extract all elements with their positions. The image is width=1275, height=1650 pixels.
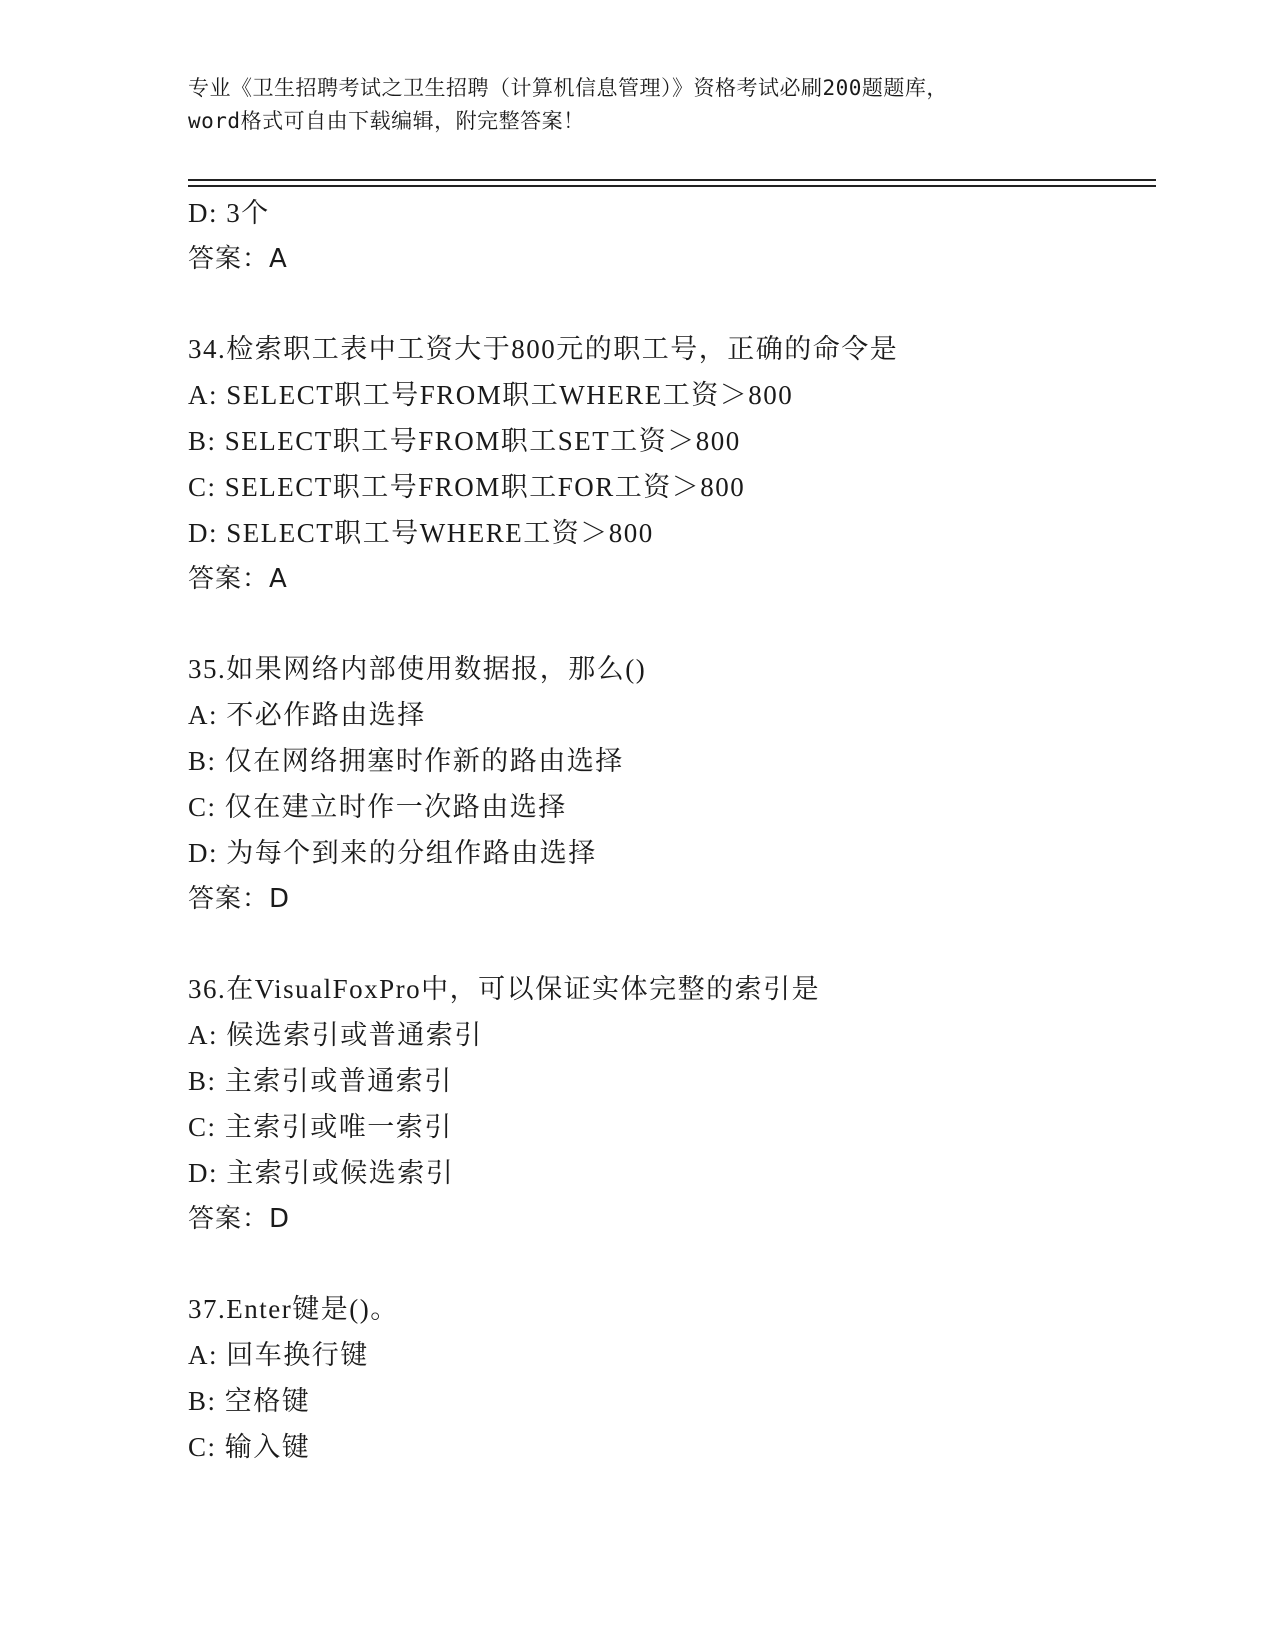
header-title-line-1: 专业《卫生招聘考试之卫生招聘（计算机信息管理）》资格考试必刷200题题库， bbox=[188, 76, 948, 100]
question-34 bbox=[188, 326, 1168, 602]
header-title-line-2: word格式可自由下载编辑，附完整答案！ bbox=[188, 109, 585, 133]
option-c: C: 主索引或唯一索引 bbox=[188, 1112, 453, 1142]
question-list bbox=[188, 190, 1168, 1470]
document-header bbox=[188, 72, 1088, 138]
question-stem: 36.在VisualFoxPro中，可以保证实体完整的索引是 bbox=[188, 974, 821, 1004]
question-33-tail bbox=[188, 190, 1168, 282]
option-b: B: 仅在网络拥塞时作新的路由选择 bbox=[188, 746, 624, 776]
question-stem: 35.如果网络内部使用数据报，那么() bbox=[188, 654, 647, 684]
question-stem: 37.Enter键是()。 bbox=[188, 1294, 399, 1324]
question-36 bbox=[188, 966, 1168, 1242]
option-b: B: SELECT职工号FROM职工SET工资＞800 bbox=[188, 426, 741, 456]
option-a: A: 不必作路由选择 bbox=[188, 700, 426, 730]
answer-line: 答案：A bbox=[188, 564, 288, 594]
option-d: D: 为每个到来的分组作路由选择 bbox=[188, 838, 597, 868]
option-a: A: 候选索引或普通索引 bbox=[188, 1020, 483, 1050]
option-c: C: 输入键 bbox=[188, 1432, 311, 1462]
header-divider-bottom bbox=[188, 185, 1156, 187]
option-b: B: 主索引或普通索引 bbox=[188, 1066, 453, 1096]
question-37 bbox=[188, 1286, 1168, 1470]
option-d: D: SELECT职工号WHERE工资＞800 bbox=[188, 518, 654, 548]
option-d: D: 3个 bbox=[188, 198, 270, 228]
answer-line: 答案：D bbox=[188, 1204, 291, 1234]
question-35 bbox=[188, 646, 1168, 922]
option-c: C: SELECT职工号FROM职工FOR工资＞800 bbox=[188, 472, 746, 502]
option-b: B: 空格键 bbox=[188, 1386, 311, 1416]
answer-line: 答案：A bbox=[188, 244, 288, 274]
option-d: D: 主索引或候选索引 bbox=[188, 1158, 455, 1188]
header-divider-top bbox=[188, 179, 1156, 181]
question-stem: 34.检索职工表中工资大于800元的职工号，正确的命令是 bbox=[188, 334, 899, 364]
option-a: A: SELECT职工号FROM职工WHERE工资＞800 bbox=[188, 380, 794, 410]
answer-line: 答案：D bbox=[188, 884, 291, 914]
option-a: A: 回车换行键 bbox=[188, 1340, 369, 1370]
option-c: C: 仅在建立时作一次路由选择 bbox=[188, 792, 567, 822]
